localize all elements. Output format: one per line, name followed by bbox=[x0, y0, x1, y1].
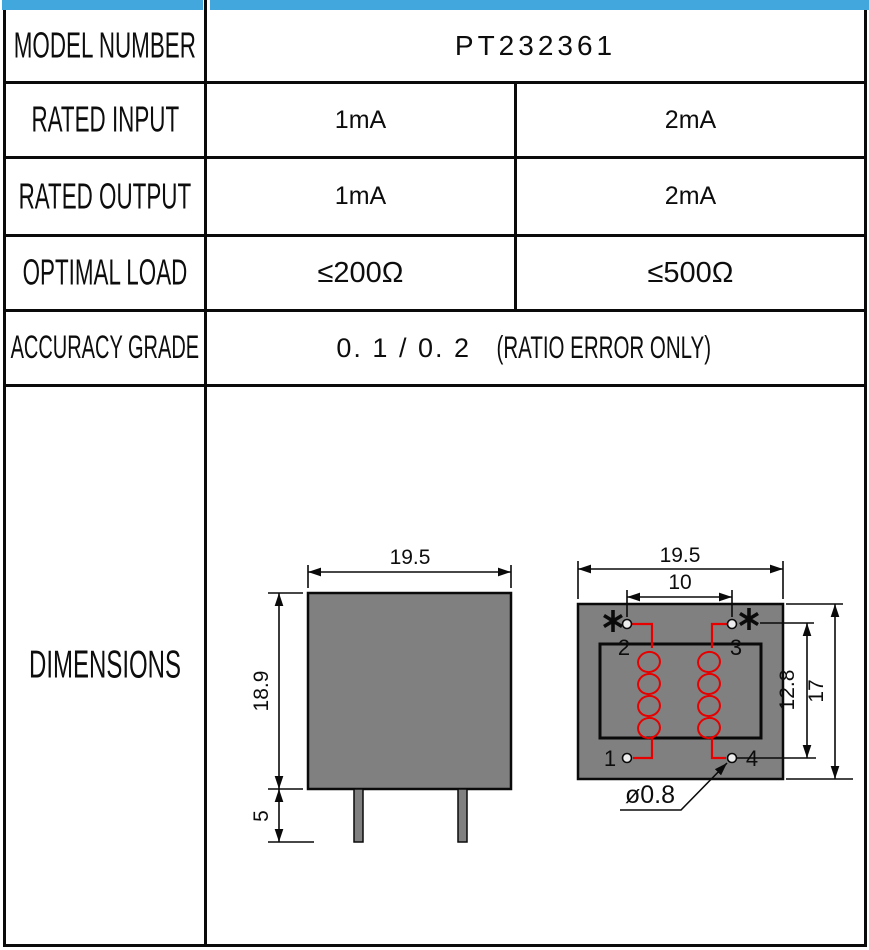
row-label-text: RATED INPUT bbox=[31, 99, 179, 140]
front-pin-right bbox=[458, 789, 467, 842]
component-body-front bbox=[308, 593, 511, 789]
front-width-label: 19.5 bbox=[389, 546, 431, 569]
row-label-text: DIMENSIONS bbox=[28, 643, 182, 687]
pin-pitch-label: 10 bbox=[668, 571, 692, 594]
top-height-label: 17 bbox=[805, 679, 828, 703]
row-label-text: RATED OUTPUT bbox=[18, 175, 192, 216]
front-pin-length-label: 5 bbox=[250, 810, 273, 822]
pin-hole-1 bbox=[623, 754, 632, 763]
front-height-label: 18.9 bbox=[250, 670, 273, 712]
top-width-label: 19.5 bbox=[659, 544, 701, 567]
row-label-text: OPTIMAL LOAD bbox=[22, 252, 188, 293]
rated-input-value-1: 1mA bbox=[334, 105, 387, 134]
model-number-value: PT232361 bbox=[454, 29, 617, 61]
pin-label-1: 1 bbox=[603, 746, 617, 771]
pin-label-2: 2 bbox=[617, 635, 631, 660]
pin-row-span-label: 12.8 bbox=[776, 669, 799, 711]
row-label-text: MODEL NUMBER bbox=[13, 24, 197, 65]
optimal-load-value-2: ≤500Ω bbox=[647, 256, 734, 289]
optimal-load-value-1: ≤200Ω bbox=[317, 256, 404, 289]
rated-output-value-2: 2mA bbox=[664, 182, 717, 210]
accuracy-grade-note: (RATIO ERROR ONLY) bbox=[496, 329, 712, 366]
front-view bbox=[250, 546, 511, 842]
pin-hole-2 bbox=[623, 620, 632, 629]
rated-output-value-1: 1mA bbox=[334, 182, 387, 210]
pin-label-3: 3 bbox=[729, 635, 743, 660]
pin-hole-3 bbox=[728, 620, 737, 629]
accuracy-grade-value: 0. 1 / 0. 2 bbox=[336, 332, 471, 363]
pin-hole-4 bbox=[728, 754, 737, 763]
front-pin-left bbox=[354, 789, 363, 842]
row-label-text: ACCURACY GRADE bbox=[10, 329, 200, 366]
pin-label-4: 4 bbox=[745, 746, 759, 771]
pin-diameter-label: ø0.8 bbox=[624, 781, 676, 809]
rated-input-value-2: 2mA bbox=[664, 105, 717, 134]
top-view bbox=[578, 544, 853, 810]
